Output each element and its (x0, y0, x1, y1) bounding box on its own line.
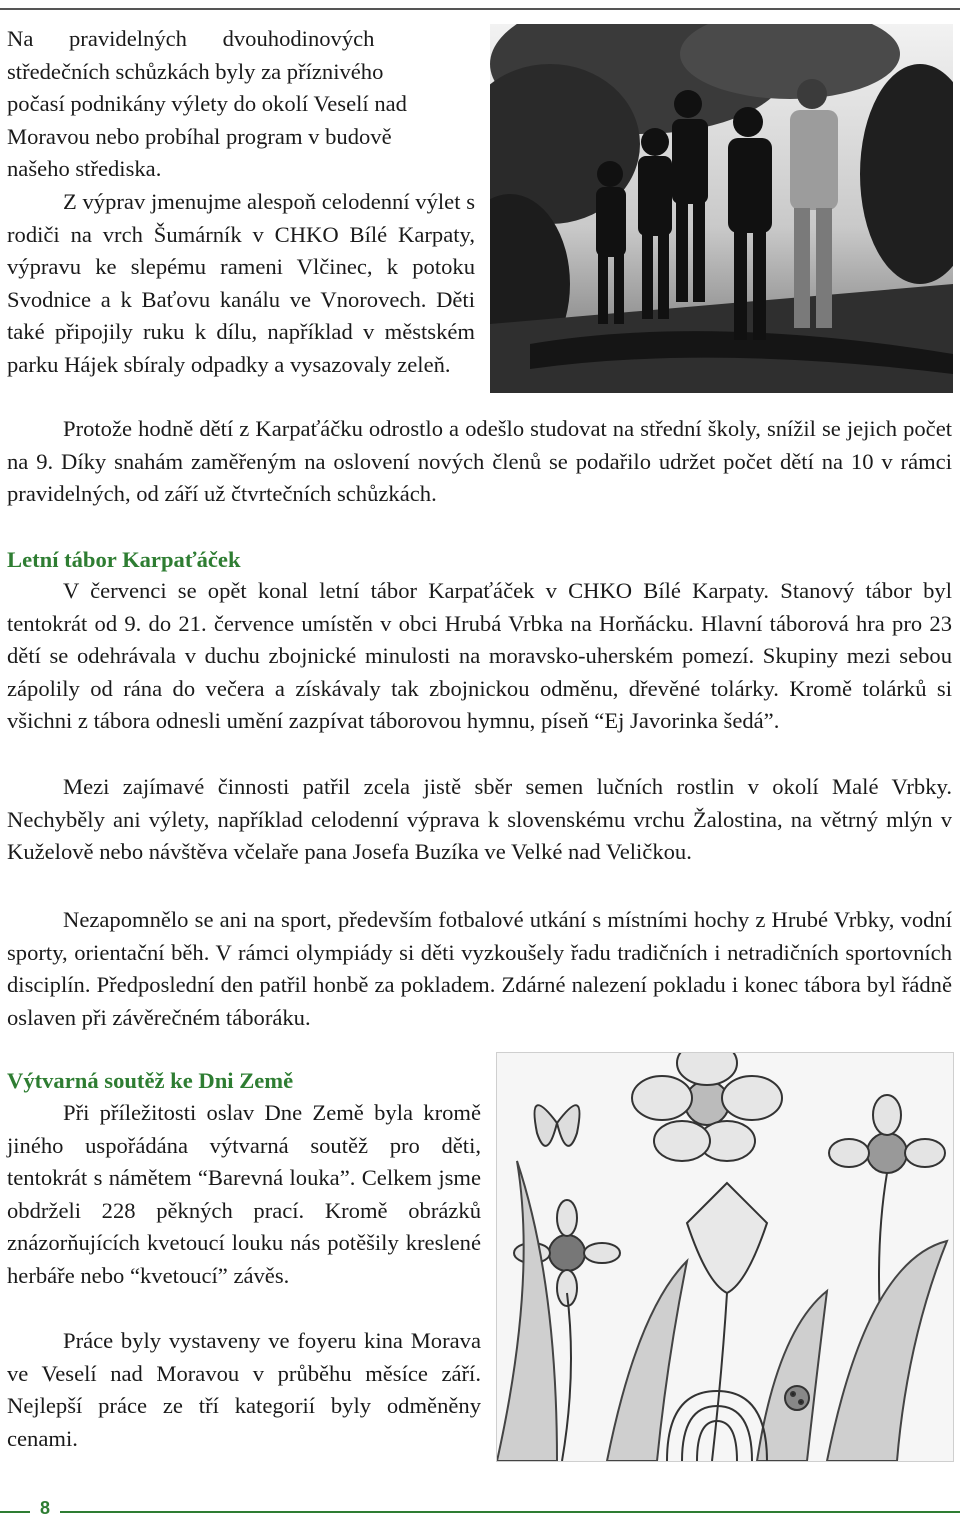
contest-heading: Výtvarná soutěž ke Dni Země (7, 1068, 294, 1093)
intro-line-5: našeho střediska. (7, 156, 162, 182)
intro-line-1: Na pravidelných dvouhodinových (7, 26, 375, 51)
top-rule (0, 8, 960, 10)
camp-paragraph-1: V červenci se opět konal letní tábor Karpaťáček v CHKO Bílé Karpaty. Stanový tábor byl tentokrát od 9. do 21. července umístěn v obci Hrubá Vrbka na Horňácku. Hlavní táborová hra pro 23 dětí se odehrávala v duchu zbojnické minulosti na moravsko-uherském pomezí. Skupiny mezi sebou zápolily od rána do večera a získávaly tak zbojnickou odměnu, dřevěné tolárky. Kromě tolárků si všichni z tábora odnesli umění zazpívat táborovou hymnu, píseň “Ej Javorinka šedá”. (7, 578, 952, 734)
camp-paragraph-2: Mezi zajímavé činnosti patřil zcela jistě sběr semen lučních rostlin v okolí Malé Vrbky. Nechyběly ani výlety, například celodenní výprava k slovenskému vrchu Žalostina, na větrný mlýn v Kuželově nebo návštěva včelaře pana Josefa Buzíka ve Velké nad Veličkou. (7, 774, 952, 865)
group-photo (490, 24, 953, 393)
intro-line-3: počasí podnikány výlety do okolí Veselí nad (7, 91, 407, 117)
footer-rule-right (60, 1511, 960, 1513)
page-number: 8 (39, 1498, 50, 1518)
intro-paragraph (7, 23, 475, 186)
flower-meadow-drawing (496, 1052, 954, 1462)
intro-line-4: Moravou nebo probíhal program v budově (7, 123, 392, 149)
contest-paragraph-2: Práce byly vystaveny ve foyeru kina Morava ve Veselí nad Moravou v průběhu měsíce září. Nejlepší práce ze tří kategorií byly odměněny cenami. (7, 1328, 481, 1451)
members-paragraph: Protože hodně dětí z Karpaťáčku odrostlo a odešlo studovat na střední školy, snížil se jejich počet na 9. Díky snahám zaměřeným na oslovení nových členů se podařilo udržet počet dětí na 10 v rámci pravidelných, od září už čtvrtečních schůzkách. (7, 416, 952, 507)
footer-rule-left (0, 1511, 30, 1513)
camp-paragraph-3: Nezapomnělo se ani na sport, především fotbalové utkání s místními hochy z Hrubé Vrbky, vodní sporty, orientační běh. V rámci olympiády si děti vyzkoušely řadu tradičních i netradičních sportovních disciplín. Předposlední den patřil honbě za pokladem. Zdárné nalezení pokladu i konec tábora byl řádně oslaven při závěrečném táboráku. (7, 907, 952, 1030)
contest-paragraph-1: Při příležitosti oslav Dne Země byla kromě jiného uspořádána výtvarná soutěž pro děti, tentokrát s námětem “Barevná louka”. Celkem jsme obdrželi 228 pěkných prací. Kromě obrázků znázorňujících kvetoucí louku nás potěšily kreslené herbáře nebo “kvetoucí” závěs. (7, 1100, 481, 1288)
camp-heading: Letní tábor Karpaťáček (7, 547, 241, 572)
intro-line-2: středečních schůzkách byly za příznivého (7, 58, 384, 84)
trips-paragraph: Z výprav jmenujme alespoň celodenní výlet s rodiči na vrch Šumárník v CHKO Bílé Karpaty, výpravu ke slepému rameni Vlčinec, k potoku Svodnice a k Baťovu kanálu ve Vnorovech. Děti také připojily ruku k dílu, například v městském parku Hájek sbíraly odpadky a vysazovaly zeleň. (7, 189, 475, 377)
